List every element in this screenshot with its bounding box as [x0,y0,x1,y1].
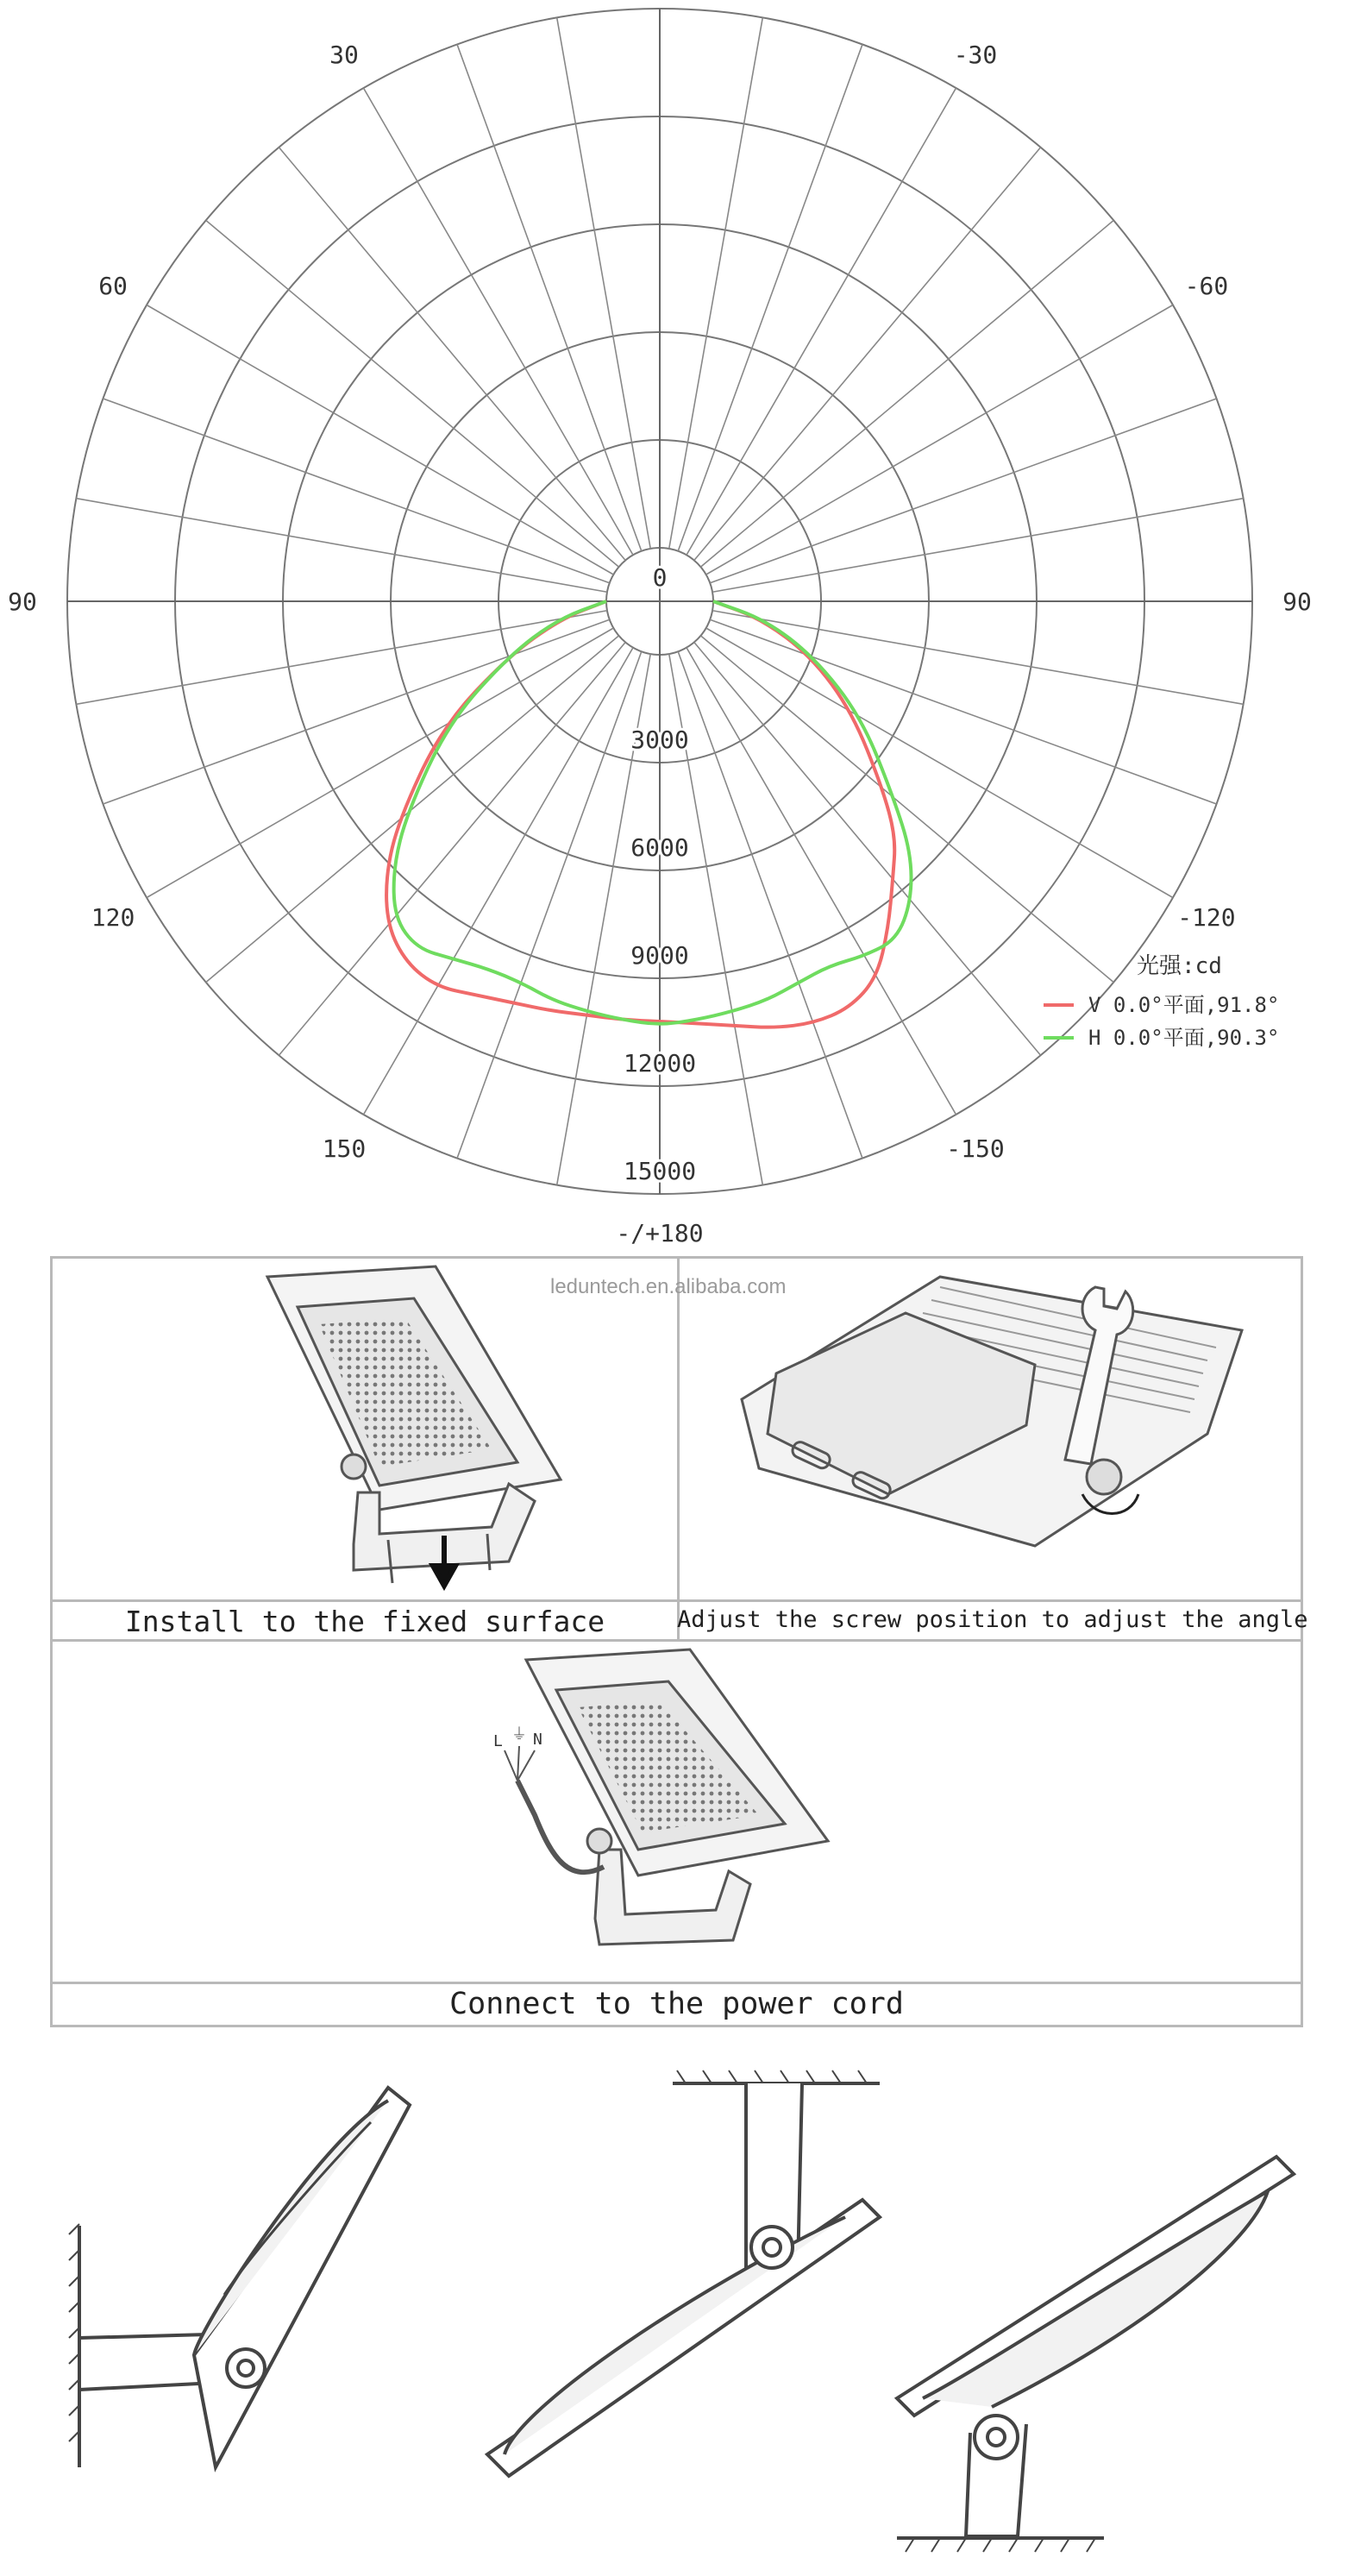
radial-tick-label: 3000 [630,726,689,754]
ceiling-hatch [677,2070,867,2083]
grid-spoke [700,220,1113,567]
angle-label: -150 [946,1134,1005,1163]
legend-entry-h: H 0.0°平面,90.3° [1088,1026,1280,1050]
grid-spoke [712,499,1244,593]
grid-spoke [557,17,651,549]
install-caption: Install to the fixed surface [124,1605,605,1638]
angle-label: 30 [329,41,359,70]
wire-label-n: N [533,1731,542,1749]
install-illustration [250,1260,586,1598]
pivot-knob-icon [587,1829,611,1853]
radial-tick-label: 12000 [623,1049,697,1078]
pivot-knob-icon [342,1454,366,1479]
grid-spoke [669,17,763,549]
grid-spoke [76,611,607,705]
grid-spoke [712,611,1244,705]
angle-label: 150 [322,1134,367,1163]
floor-mount-illustration [888,2139,1337,2571]
grid-spoke [76,499,607,593]
angle-label: 90 [1282,587,1312,616]
adjust-caption: Adjust the screw position to adjust the angle [677,1606,1308,1633]
polar-grid [67,9,1252,1194]
wire-label-earth: ⏚ [511,1725,527,1744]
angle-label: 60 [98,272,128,300]
connect-caption: Connect to the power cord [449,1987,904,2021]
grid-spoke [206,636,619,983]
radial-tick-label: 15000 [623,1157,697,1185]
radial-tick-label: 6000 [630,833,689,862]
watermark: leduntech.en.alibaba.com [550,1275,787,1298]
angle-label: -30 [953,41,998,70]
grid-spoke [694,642,1041,1055]
power-cord [517,1781,604,1872]
polar-intensity-chart [0,0,1348,1247]
pivot-knob-icon [975,2416,1018,2459]
connect-illustration [483,1643,871,1981]
wire-label-l: L [493,1732,503,1750]
radial-tick-label: 9000 [630,941,689,970]
wall-mount-illustration [60,2070,492,2485]
grid-spoke [206,220,619,567]
chart-legend [1044,953,1279,1050]
ceiling-mount-illustration [483,2062,897,2476]
grid-spoke [279,148,625,561]
pivot-knob-icon [227,2349,265,2387]
angle-label: 120 [91,903,135,932]
grid-spoke [694,148,1041,561]
grid-spoke [279,642,625,1055]
angle-label: -120 [1177,903,1236,932]
grid-spoke [700,636,1113,983]
legend-entry-v: V 0.0°平面,91.8° [1088,993,1280,1017]
radial-tick-label: 0 [652,563,668,592]
legend-title: 光强:cd [1137,953,1222,979]
angle-label: -60 [1184,272,1229,300]
angle-label: 90 [8,587,37,616]
pivot-knob-icon [751,2227,793,2268]
angle-label: -/+180 [616,1219,704,1247]
adjust-illustration [724,1261,1259,1599]
floor-hatch [906,2538,1095,2552]
